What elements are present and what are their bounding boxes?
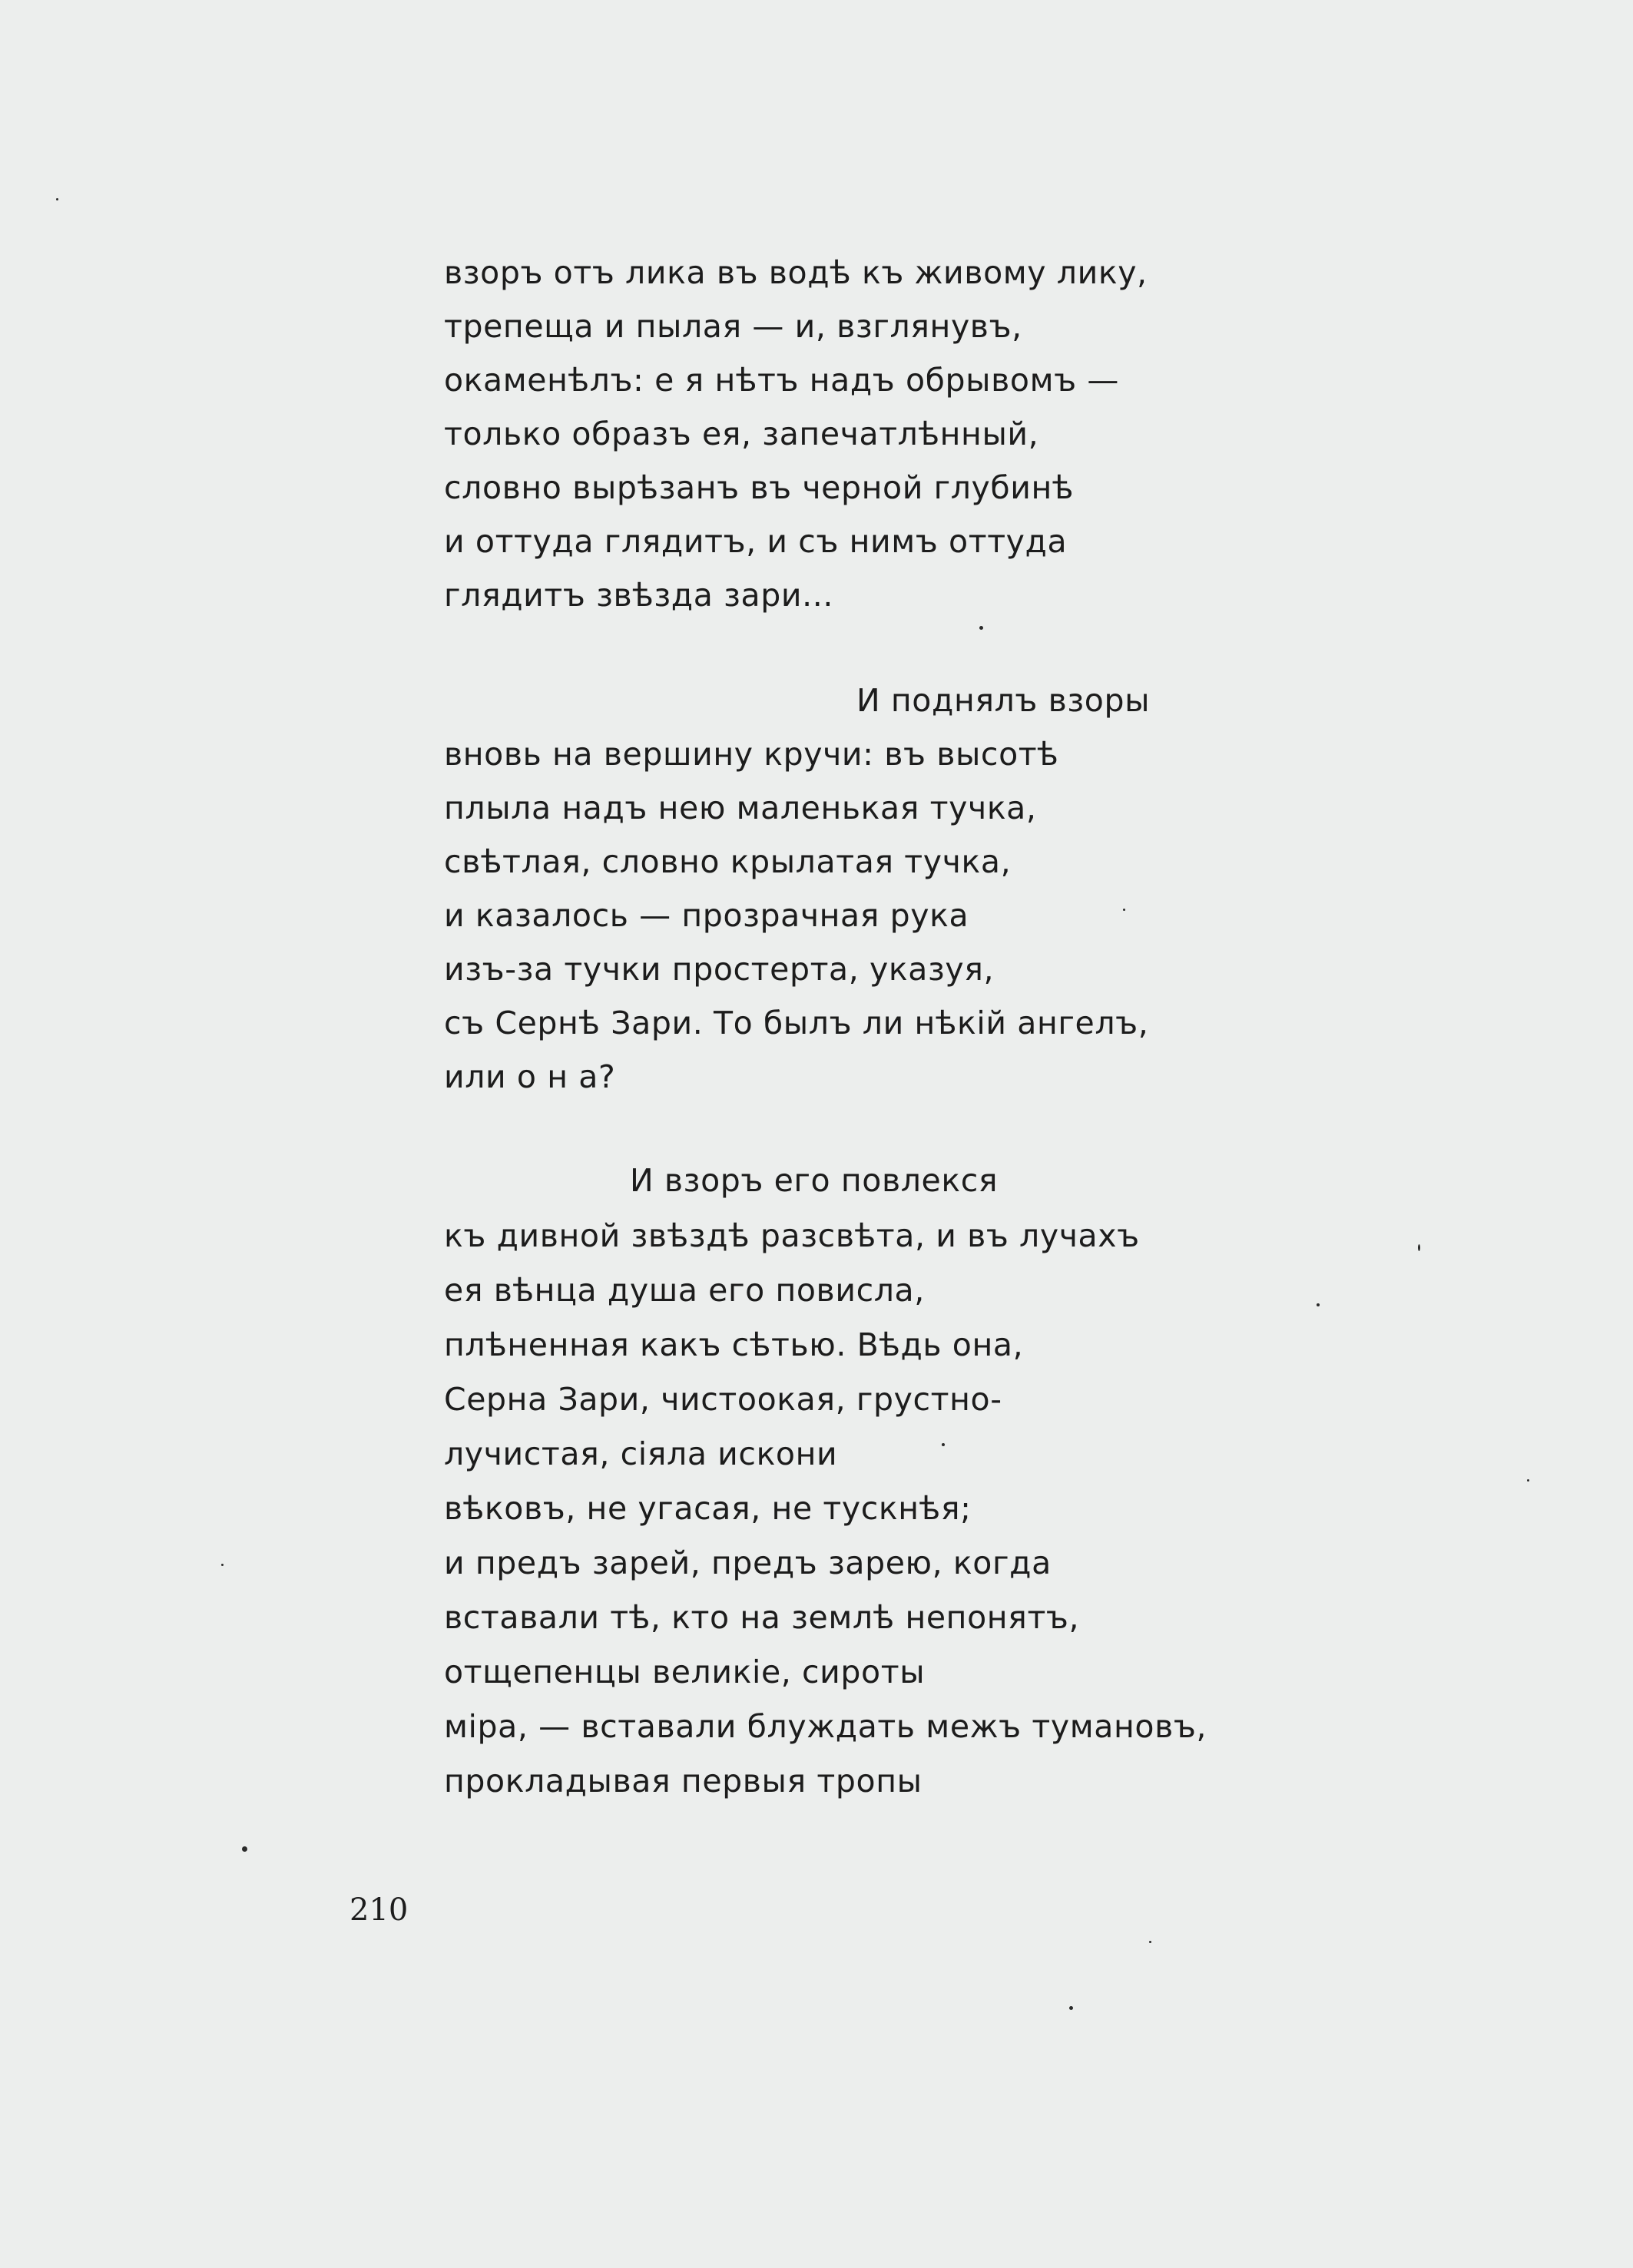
scan-speck: [1069, 2006, 1073, 2010]
stanza-1-line-4: только образъ ея, запечатлѣнный,: [444, 416, 1039, 452]
scan-speck: [56, 198, 58, 200]
stanza-3-line-8: и предъ зарей, предъ зарею, когда: [444, 1545, 1052, 1581]
stanza-3-line-2: къ дивной звѣздѣ разсвѣта, и въ лучахъ: [444, 1217, 1140, 1254]
scan-speck: [979, 626, 983, 630]
stanza-3-line-5: Серна Зари, чистоокая, грустно-: [444, 1381, 1002, 1418]
stanza-3-line-1: И взоръ его повлекся: [630, 1162, 999, 1199]
stanza-3-line-4: плѣненная какъ сѣтью. Вѣдь она,: [444, 1326, 1024, 1363]
stanza-3-line-11: міра, — вставали блуждать межъ тумановъ,: [444, 1708, 1207, 1745]
stanza-2-line-2: вновь на вершину кручи: въ высотѣ: [444, 736, 1059, 773]
scan-speck: [1317, 1303, 1320, 1306]
stanza-2-line-6: изъ-за тучки простерта, указуя,: [444, 951, 995, 988]
stanza-3-line-10: отщепенцы великіе, сироты: [444, 1654, 926, 1690]
scan-speck: [221, 1564, 224, 1566]
scan-speck: [1149, 1941, 1151, 1943]
stanza-2-line-8: или о н а?: [444, 1058, 616, 1095]
stanza-2-line-5: и казалось — прозрачная рука: [444, 897, 969, 934]
scan-speck: [1418, 1244, 1420, 1251]
stanza-2-line-7: съ Сернѣ Зари. То былъ ли нѣкій ангелъ,: [444, 1005, 1149, 1041]
scan-speck: [1527, 1479, 1529, 1482]
stanza-1-line-5: словно вырѣзанъ въ черной глубинѣ: [444, 469, 1075, 506]
stanza-1-line-2: трепеща и пылая — и, взглянувъ,: [444, 308, 1022, 345]
scan-speck: [1123, 909, 1125, 911]
stanza-3-line-7: вѣковъ, не угасая, не тускнѣя;: [444, 1490, 972, 1527]
scan-speck: [242, 1846, 247, 1852]
stanza-1-line-3: окаменѣлъ: е я нѣтъ надъ обрывомъ —: [444, 362, 1119, 399]
stanza-1-line-1: взоръ отъ лика въ водѣ къ живому лику,: [444, 254, 1148, 291]
stanza-3-line-3: ея вѣнца душа его повисла,: [444, 1272, 925, 1309]
page-number: 210: [349, 1892, 409, 1928]
stanza-2-line-1: И поднялъ взоры: [856, 682, 1151, 719]
stanza-3-line-9: вставали тѣ, кто на землѣ непонятъ,: [444, 1599, 1080, 1636]
stanza-2-line-3: плыла надъ нею маленькая тучка,: [444, 790, 1037, 826]
scan-speck: [942, 1443, 945, 1446]
stanza-3-line-6: лучистая, сіяла искони: [444, 1435, 838, 1472]
stanza-3-line-12: прокладывая первыя тропы: [444, 1763, 922, 1800]
stanza-1-line-7: глядитъ звѣзда зари...: [444, 577, 834, 614]
stanza-1-line-6: и оттуда глядитъ, и съ нимъ оттуда: [444, 523, 1068, 560]
stanza-2-line-4: свѣтлая, словно крылатая тучка,: [444, 843, 1012, 880]
